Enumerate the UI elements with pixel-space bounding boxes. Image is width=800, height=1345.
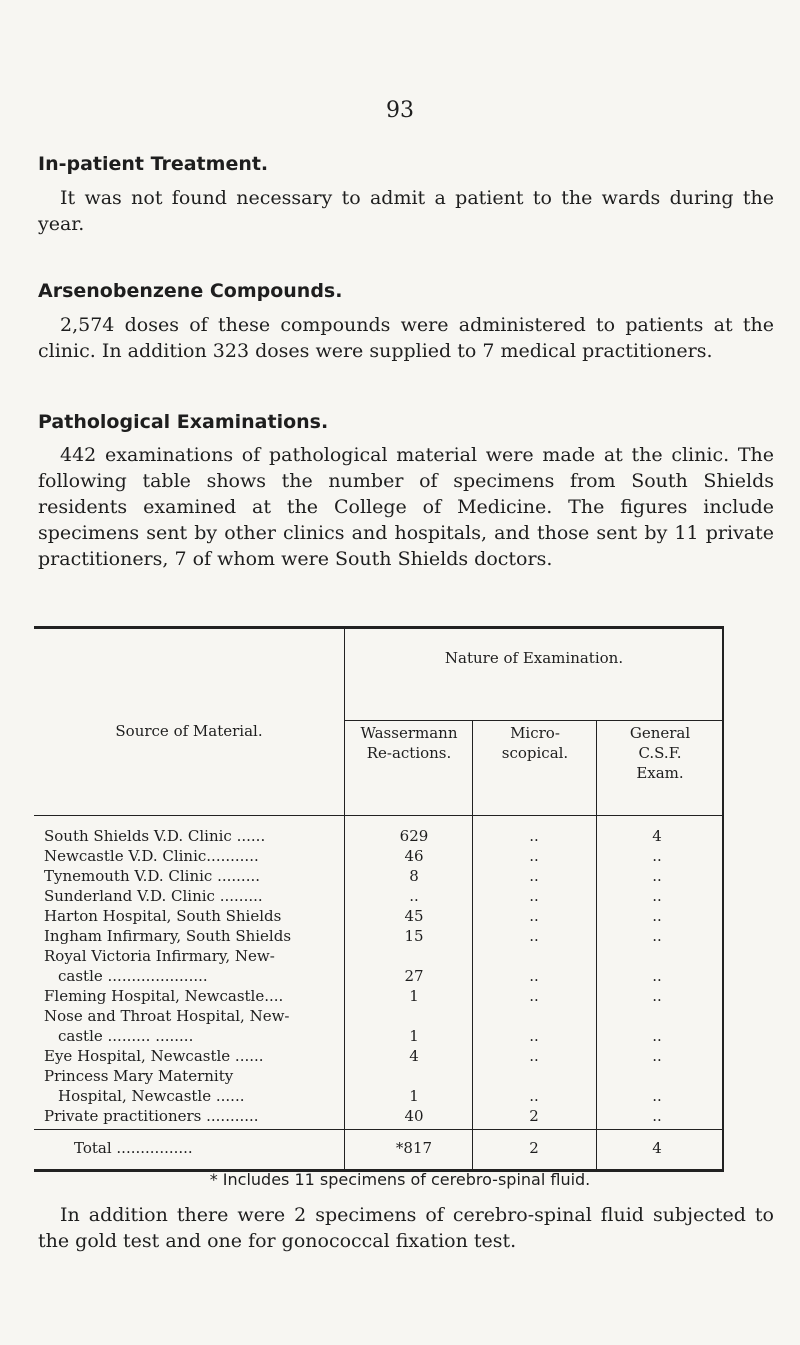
paragraph-pathological <box>38 442 774 572</box>
row-source-continued: castle ......... ........ <box>58 1027 194 1045</box>
header-source: Source of Material. <box>115 722 263 740</box>
row-wassermann: 1 <box>409 987 419 1005</box>
row-wassermann: 40 <box>404 1107 424 1125</box>
row-source: Tynemouth V.D. Clinic ......... <box>44 867 261 885</box>
specimens-table-lower <box>34 626 724 1156</box>
row-wassermann: 45 <box>404 907 424 925</box>
row-microscopical: .. <box>529 867 539 885</box>
row-microscopical: .. <box>529 847 539 865</box>
row-source: Ingham Infirmary, South Shields <box>44 927 292 945</box>
row-general-csf: .. <box>652 1047 662 1065</box>
row-source: Sunderland V.D. Clinic ......... <box>44 887 263 905</box>
row-microscopical: .. <box>529 1027 539 1045</box>
row-wassermann: 27 <box>404 967 424 985</box>
row-wassermann: 8 <box>409 867 419 885</box>
row-source: South Shields V.D. Clinic ...... <box>44 827 266 845</box>
row-microscopical: .. <box>529 1087 539 1105</box>
total-wassermann: *817 <box>395 1139 433 1157</box>
row-microscopical: .. <box>529 987 539 1005</box>
row-microscopical: .. <box>529 907 539 925</box>
row-general-csf: .. <box>652 967 662 985</box>
row-wassermann: 4 <box>409 1047 419 1065</box>
row-general-csf: .. <box>652 927 662 945</box>
row-microscopical: .. <box>529 967 539 985</box>
paragraph-pathological-text: 442 examinations of pathological material were made at the clinic. The following table shows the number of specimens from South Shields residents examined at the College of Medicine. The figures include specimens sent by other clinics and hospitals, and those sent by 11 private practitioners, 7 of whom were South Shields doctors. <box>38 444 774 570</box>
header-microscopical-line2: scopical. <box>501 744 569 762</box>
row-source: Princess Mary Maternity <box>44 1067 234 1085</box>
row-wassermann: 15 <box>404 927 424 945</box>
row-source: Private practitioners ........... <box>44 1107 259 1125</box>
row-general-csf: 4 <box>652 827 662 845</box>
paragraph-closing <box>38 1202 774 1254</box>
row-source: Fleming Hospital, Newcastle.... <box>44 987 284 1005</box>
header-wassermann-line1: Wassermann <box>360 724 458 742</box>
header-general-csf-line2: C.S.F. <box>638 744 682 762</box>
row-general-csf: .. <box>652 907 662 925</box>
header-general-csf-line3: Exam. <box>636 764 684 782</box>
header-microscopical-line1: Micro- <box>510 724 560 742</box>
row-microscopical: .. <box>529 827 539 845</box>
row-wassermann: 46 <box>404 847 424 865</box>
row-wassermann: 1 <box>409 1087 419 1105</box>
row-microscopical: .. <box>529 927 539 945</box>
row-microscopical: .. <box>529 1047 539 1065</box>
row-general-csf: .. <box>652 1027 662 1045</box>
heading-pathological: Pathological Examinations. <box>38 411 329 433</box>
row-general-csf: .. <box>652 1107 662 1125</box>
page-number: 93 <box>386 98 414 123</box>
paragraph-inpatient-text: It was not found necessary to admit a patient to the wards during the year. <box>38 187 774 235</box>
row-source: Harton Hospital, South Shields <box>44 907 282 925</box>
heading-inpatient-treatment: In-patient Treatment. <box>38 153 269 175</box>
row-source-continued: castle ..................... <box>58 967 208 985</box>
footnote: * Includes 11 specimens of cerebro-spinal fluid. <box>209 1170 591 1189</box>
paragraph-closing-text: In addition there were 2 specimens of cerebro-spinal fluid subjected to the gold test and one for gonococcal fixation test. <box>38 1204 774 1252</box>
header-nature-of-examination: Nature of Examination. <box>444 649 624 667</box>
row-source-continued: Hospital, Newcastle ...... <box>58 1087 245 1105</box>
row-wassermann: .. <box>409 887 419 905</box>
row-general-csf: .. <box>652 987 662 1005</box>
heading-arsenobenzene: Arsenobenzene Compounds. <box>38 280 343 302</box>
paragraph-arsenobenzene-text: 2,574 doses of these compounds were administered to patients at the clinic. In addition 323 doses were supplied to 7 medical practitioners. <box>38 314 774 362</box>
row-source: Eye Hospital, Newcastle ...... <box>44 1047 264 1065</box>
row-general-csf: .. <box>652 887 662 905</box>
row-source: Newcastle V.D. Clinic........... <box>44 847 259 865</box>
total-microscopical: 2 <box>529 1139 539 1157</box>
row-microscopical: .. <box>529 887 539 905</box>
paragraph-inpatient <box>38 185 774 237</box>
total-label: Total ................ <box>74 1139 193 1157</box>
paragraph-arsenobenzene <box>38 312 774 364</box>
row-wassermann: 629 <box>399 827 429 845</box>
row-wassermann: 1 <box>409 1027 419 1045</box>
header-general-csf-line1: General <box>629 724 691 742</box>
row-source: Nose and Throat Hospital, New- <box>44 1007 290 1025</box>
total-general-csf: 4 <box>652 1139 662 1157</box>
row-microscopical: 2 <box>529 1107 539 1125</box>
row-source: Royal Victoria Infirmary, New- <box>44 947 275 965</box>
header-wassermann-line2: Re-actions. <box>366 744 452 762</box>
row-general-csf: .. <box>652 1087 662 1105</box>
row-general-csf: .. <box>652 867 662 885</box>
row-general-csf: .. <box>652 847 662 865</box>
